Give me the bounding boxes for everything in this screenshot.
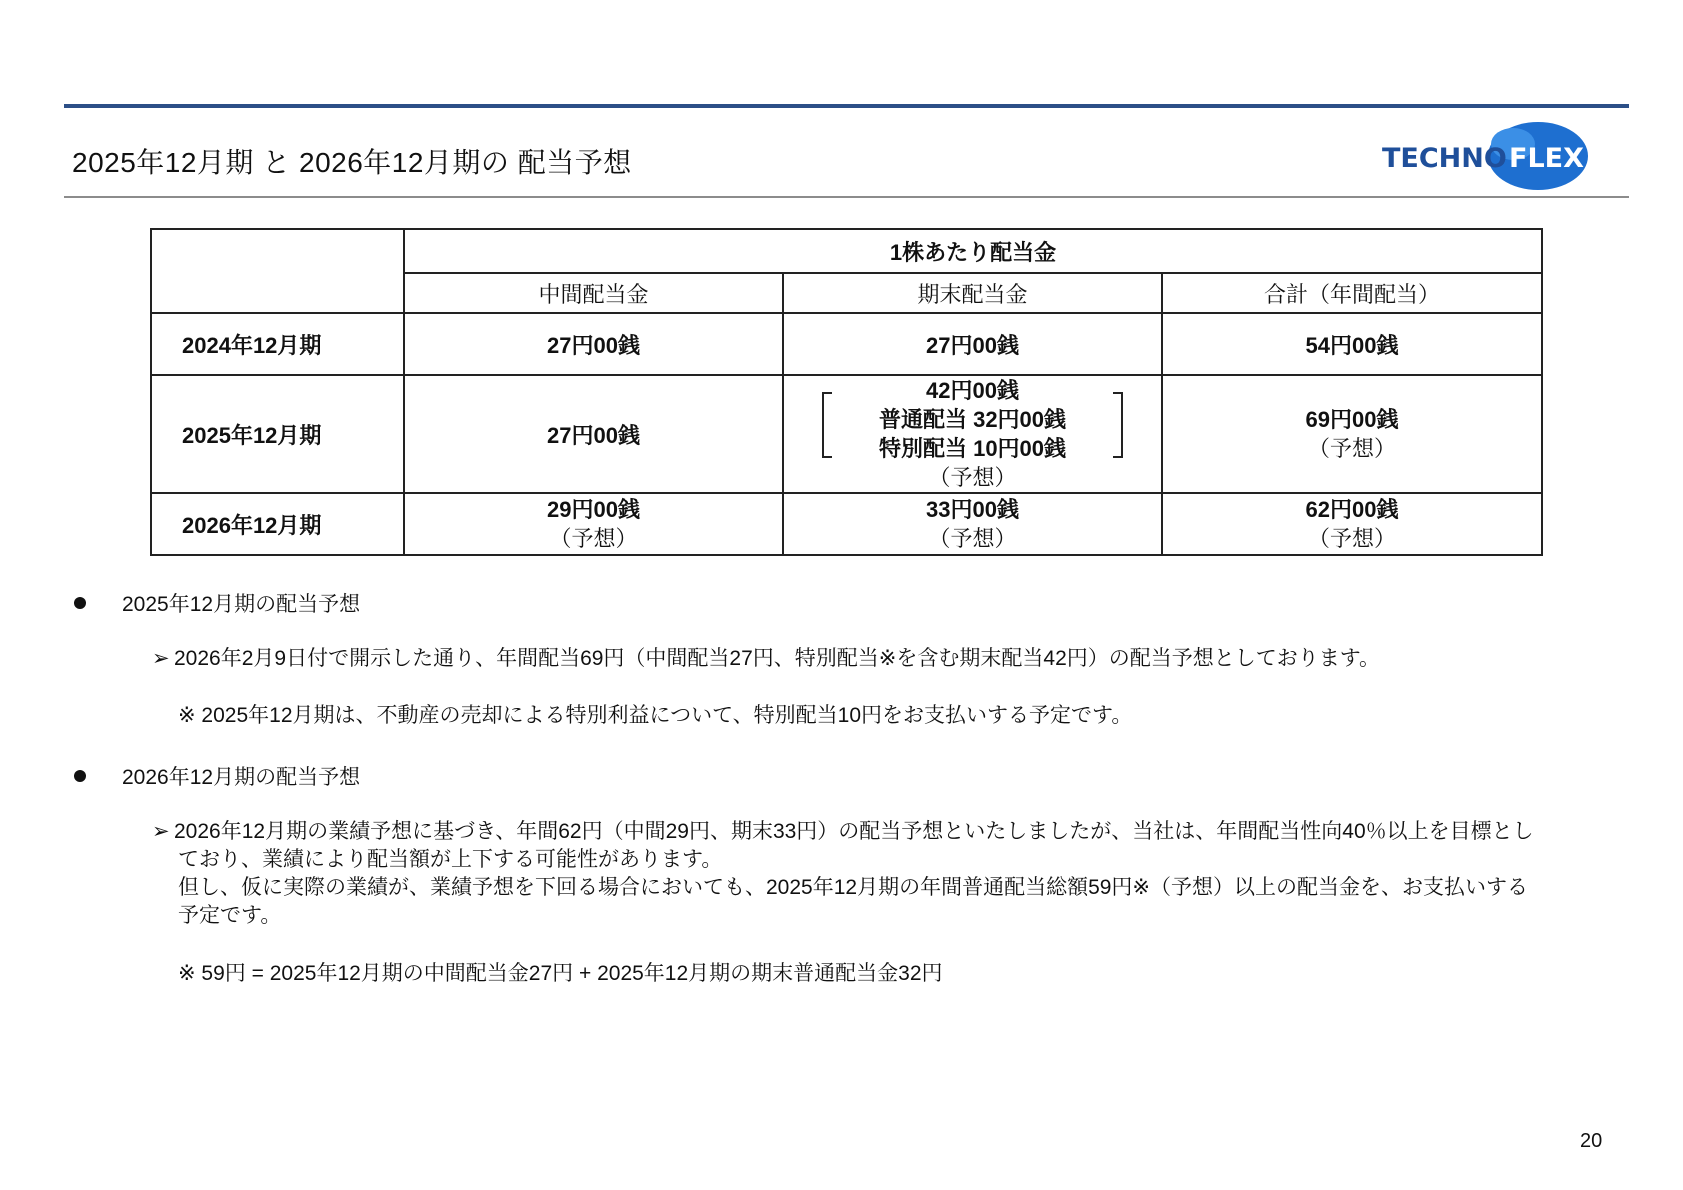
- cell-year-end: [783, 375, 1162, 493]
- bullet-dot-icon: [74, 597, 86, 609]
- year-end-special: 特別配当 10円00銭: [878, 436, 1067, 461]
- table-row: [151, 313, 1542, 375]
- group-header: 1株あたり配当金: [404, 229, 1542, 273]
- cell-interim: [404, 493, 783, 555]
- dividend-table: [150, 228, 1543, 556]
- row-period: 2026年12月期: [151, 493, 404, 555]
- col-header-interim: 中間配当金: [404, 273, 783, 313]
- bullet-2026: [74, 761, 360, 791]
- bullet-heading: 2025年12月期の配当予想: [122, 593, 361, 616]
- note-text: 但し、仮に実際の業績が、業績予想を下回る場合においても、2025年12月期の年間普通配当総額59円※（予想）以上の配当金を、お支払いする: [178, 876, 1529, 899]
- cell-interim: 27円00銭: [404, 313, 783, 375]
- header-top-rule: [64, 104, 1629, 108]
- table-row: [151, 493, 1542, 555]
- col-header-year-end: 期末配当金: [783, 273, 1162, 313]
- interim-value: 29円00銭: [547, 497, 640, 522]
- forecast-note: （予想）: [1308, 526, 1397, 551]
- note-paragraph: [152, 645, 1381, 673]
- arrow-bullet-icon: ➢: [152, 820, 170, 843]
- technoflex-logo: [1378, 120, 1590, 192]
- year-end-ordinary: 普通配当 32円00銭: [878, 407, 1067, 432]
- note-text: 予定です。: [178, 904, 282, 927]
- forecast-note: （予想）: [928, 465, 1017, 490]
- cell-total: [1162, 493, 1542, 555]
- row-period: 2025年12月期: [151, 375, 404, 493]
- bullet-dot-icon: [74, 770, 86, 782]
- cell-total: [1162, 375, 1542, 493]
- cell-interim: 27円00銭: [404, 375, 783, 493]
- bullet-2025: [74, 588, 360, 618]
- svg-text:FLEX: FLEX: [1509, 143, 1584, 174]
- footnote: ※ 59円 = 2025年12月期の中間配当金27円 + 2025年12月期の期末普通配当金32円: [178, 962, 943, 985]
- header-bottom-rule: [64, 196, 1629, 198]
- forecast-note: （予想）: [928, 526, 1017, 551]
- page-title: 2025年12月期 と 2026年12月期の 配当予想: [72, 147, 632, 178]
- footnote: ※ 2025年12月期は、不動産の売却による特別利益について、特別配当10円をお支払いする予定です。: [178, 704, 1133, 727]
- arrow-bullet-icon: ➢: [152, 647, 170, 670]
- svg-text:TECHNO: TECHNO: [1382, 143, 1507, 174]
- forecast-note: （予想）: [1308, 436, 1397, 461]
- page-number: 20: [1580, 1130, 1603, 1152]
- total-value: 62円00銭: [1305, 497, 1399, 522]
- cell-year-end: 27円00銭: [783, 313, 1162, 375]
- forecast-note: （予想）: [549, 526, 638, 551]
- note-paragraph: [152, 818, 1534, 930]
- corner-cell: [151, 229, 404, 313]
- bracket-right: [1113, 392, 1123, 458]
- col-header-total: 合計（年間配当）: [1162, 273, 1542, 313]
- note-text: ており、業績により配当額が上下する可能性があります。: [178, 848, 723, 871]
- row-period: 2024年12月期: [151, 313, 404, 375]
- bullet-heading: 2026年12月期の配当予想: [122, 766, 361, 789]
- note-text: 2026年12月期の業績予想に基づき、年間62円（中間29円、期末33円）の配当予想といたしましたが、当社は、年間配当性向40％以上を目標とし: [174, 820, 1534, 843]
- year-end-total: 42円00銭: [926, 378, 1019, 403]
- year-end-value: 33円00銭: [926, 497, 1019, 522]
- total-value: 69円00銭: [1305, 407, 1399, 432]
- bracket-left: [822, 392, 832, 458]
- note-text: 2026年2月9日付で開示した通り、年間配当69円（中間配当27円、特別配当※を含む期末配当42円）の配当予想としております。: [174, 647, 1381, 670]
- cell-total: 54円00銭: [1162, 313, 1542, 375]
- table-row: [151, 375, 1542, 493]
- cell-year-end: [783, 493, 1162, 555]
